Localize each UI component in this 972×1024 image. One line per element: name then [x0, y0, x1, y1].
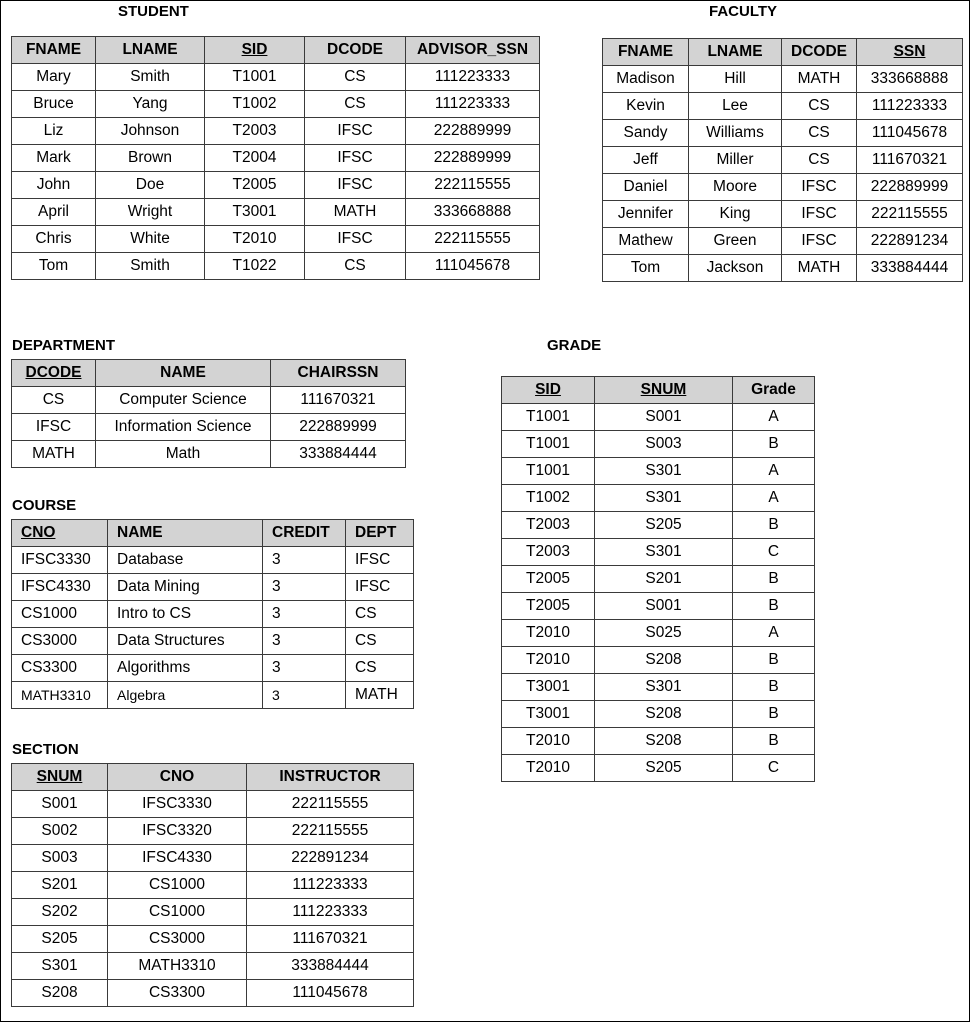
section-column-header	[247, 764, 414, 791]
course-table-row	[12, 574, 414, 601]
student-column-label: FNAME	[25, 41, 82, 58]
student-table-cell: White	[96, 226, 205, 253]
course-table-cell: CS	[346, 628, 414, 655]
grade-table-cell: B	[733, 728, 815, 755]
section-table-row	[12, 872, 414, 899]
grade-table-row	[502, 674, 815, 701]
student-table-cell: T1002	[205, 91, 305, 118]
grade-table-cell: S301	[595, 539, 733, 566]
student-column-label: DCODE	[327, 41, 383, 58]
student-table-cell: T2010	[205, 226, 305, 253]
department-table-cell: 333884444	[271, 441, 406, 468]
grade-table-row	[502, 755, 815, 782]
course-table-row	[12, 547, 414, 574]
grade-table-row	[502, 728, 815, 755]
course-table-cell: 3	[263, 655, 346, 682]
section-table-cell: S202	[12, 899, 108, 926]
department-table	[11, 359, 406, 468]
course-table-cell: 3	[263, 682, 346, 709]
student-column-header	[96, 37, 205, 64]
student-table-row	[12, 253, 540, 280]
course-table-cell: 3	[263, 628, 346, 655]
grade-table-cell: B	[733, 674, 815, 701]
faculty-table-row	[603, 147, 963, 174]
faculty-column-label: DCODE	[791, 43, 847, 60]
student-column-label: ADVISOR_SSN	[416, 41, 529, 58]
section-table-cell: CS3300	[108, 980, 247, 1007]
faculty-table-cell: 111223333	[857, 93, 963, 120]
faculty-column-header	[603, 39, 689, 66]
student-column-header	[12, 37, 96, 64]
student-table-cell: 111223333	[406, 91, 540, 118]
grade-table-cell: T1001	[502, 458, 595, 485]
faculty-table-cell: IFSC	[782, 228, 857, 255]
student-table-cell: Bruce	[12, 91, 96, 118]
section-table-cell: 111045678	[247, 980, 414, 1007]
department-table-row	[12, 387, 406, 414]
student-header-row	[12, 37, 540, 64]
grade-table-row	[502, 539, 815, 566]
course-table-cell: Data Structures	[108, 628, 263, 655]
student-table-cell: Mary	[12, 64, 96, 91]
department-table-row	[12, 441, 406, 468]
section-table-cell: CS3000	[108, 926, 247, 953]
faculty-column-label: FNAME	[617, 43, 674, 60]
department-column-header	[12, 360, 96, 387]
course-table-cell: CS	[346, 655, 414, 682]
course-column-label: CNO	[21, 524, 56, 541]
grade-table-cell: T3001	[502, 701, 595, 728]
faculty-table-cell: Madison	[603, 66, 689, 93]
faculty-table-cell: IFSC	[782, 201, 857, 228]
course-column-label: CREDIT	[272, 524, 330, 541]
course-title: COURSE	[12, 497, 77, 514]
course-header-row	[12, 520, 414, 547]
department-column-header	[271, 360, 406, 387]
section-table-cell: 111670321	[247, 926, 414, 953]
grade-table-cell: S208	[595, 701, 733, 728]
faculty-table-cell: 333668888	[857, 66, 963, 93]
grade-table-row	[502, 512, 815, 539]
faculty-column-label: SSN	[893, 43, 926, 60]
faculty-table-cell: 333884444	[857, 255, 963, 282]
section-table-cell: MATH3310	[108, 953, 247, 980]
course-column-header	[263, 520, 346, 547]
section-table-row	[12, 899, 414, 926]
department-table-cell: 222889999	[271, 414, 406, 441]
course-table-row	[12, 682, 414, 709]
grade-table-cell: T2010	[502, 647, 595, 674]
grade-table-cell: S205	[595, 755, 733, 782]
faculty-table-cell: 111045678	[857, 120, 963, 147]
faculty-table	[602, 38, 963, 282]
grade-table-row	[502, 458, 815, 485]
student-table-cell: Liz	[12, 118, 96, 145]
section-title: SECTION	[12, 741, 79, 758]
grade-table-cell: S003	[595, 431, 733, 458]
faculty-table-cell: Green	[689, 228, 782, 255]
student-table-row	[12, 91, 540, 118]
course-table-cell: CS3000	[12, 628, 108, 655]
grade-table-row	[502, 485, 815, 512]
course-table-row	[12, 655, 414, 682]
section-table	[11, 763, 414, 1007]
grade-column-header	[733, 377, 815, 404]
grade-table-cell: S201	[595, 566, 733, 593]
grade-table-cell: S301	[595, 458, 733, 485]
student-column-label: LNAME	[122, 41, 178, 58]
grade-header-row	[502, 377, 815, 404]
section-table-row	[12, 818, 414, 845]
course-table-cell: MATH	[346, 682, 414, 709]
section-table-row	[12, 791, 414, 818]
grade-table-cell: S208	[595, 728, 733, 755]
course-table-cell: Intro to CS	[108, 601, 263, 628]
faculty-table-cell: MATH	[782, 255, 857, 282]
grade-table-row	[502, 647, 815, 674]
section-table-cell: S001	[12, 791, 108, 818]
faculty-table-cell: 222889999	[857, 174, 963, 201]
course-table-cell: Data Mining	[108, 574, 263, 601]
student-table-cell: 111045678	[406, 253, 540, 280]
student-table	[11, 36, 540, 280]
student-table-cell: 333668888	[406, 199, 540, 226]
faculty-table-cell: Jackson	[689, 255, 782, 282]
course-table-cell: CS3300	[12, 655, 108, 682]
faculty-table-cell: Miller	[689, 147, 782, 174]
faculty-table-cell: CS	[782, 93, 857, 120]
department-table-cell: Computer Science	[96, 387, 271, 414]
student-table-cell: T3001	[205, 199, 305, 226]
grade-table-cell: A	[733, 620, 815, 647]
student-table-cell: CS	[305, 91, 406, 118]
section-column-label: SNUM	[36, 768, 83, 785]
section-table-cell: CS1000	[108, 872, 247, 899]
faculty-table-row	[603, 93, 963, 120]
student-table-cell: IFSC	[305, 118, 406, 145]
student-table-cell: MATH	[305, 199, 406, 226]
grade-table-cell: A	[733, 485, 815, 512]
grade-table-cell: T2010	[502, 620, 595, 647]
student-table-cell: Smith	[96, 253, 205, 280]
faculty-column-header	[782, 39, 857, 66]
student-table-row	[12, 145, 540, 172]
grade-table-cell: T2005	[502, 593, 595, 620]
section-table-cell: 111223333	[247, 872, 414, 899]
student-table-cell: 222115555	[406, 226, 540, 253]
student-column-header	[305, 37, 406, 64]
faculty-table-row	[603, 228, 963, 255]
section-table-cell: S301	[12, 953, 108, 980]
grade-table-cell: T1001	[502, 404, 595, 431]
course-table-cell: 3	[263, 574, 346, 601]
section-table-cell: S205	[12, 926, 108, 953]
course-table	[11, 519, 414, 709]
section-table-row	[12, 980, 414, 1007]
student-table-row	[12, 199, 540, 226]
grade-table-cell: S001	[595, 404, 733, 431]
faculty-table-row	[603, 201, 963, 228]
grade-table-row	[502, 566, 815, 593]
faculty-title: FACULTY	[709, 3, 778, 20]
student-table-row	[12, 226, 540, 253]
student-table-cell: 111223333	[406, 64, 540, 91]
faculty-table-cell: Daniel	[603, 174, 689, 201]
faculty-table-row	[603, 120, 963, 147]
grade-table-cell: B	[733, 512, 815, 539]
student-table-cell: 222115555	[406, 172, 540, 199]
course-column-label: NAME	[117, 524, 163, 541]
section-table-cell: S003	[12, 845, 108, 872]
course-table-cell: IFSC3330	[12, 547, 108, 574]
grade-table-cell: B	[733, 701, 815, 728]
department-table-cell: CS	[12, 387, 96, 414]
student-table-cell: 222889999	[406, 118, 540, 145]
department-table-row	[12, 414, 406, 441]
grade-column-header	[502, 377, 595, 404]
department-column-label: CHAIRSSN	[297, 364, 379, 381]
faculty-table-cell: 222891234	[857, 228, 963, 255]
grade-table-cell: B	[733, 647, 815, 674]
course-table-cell: Database	[108, 547, 263, 574]
course-table-cell: IFSC	[346, 547, 414, 574]
grade-column-label: SNUM	[640, 381, 687, 398]
student-table-cell: CS	[305, 253, 406, 280]
department-table-cell: IFSC	[12, 414, 96, 441]
student-table-cell: T2005	[205, 172, 305, 199]
student-column-header	[205, 37, 305, 64]
faculty-table-cell: IFSC	[782, 174, 857, 201]
section-column-header	[12, 764, 108, 791]
student-table-cell: John	[12, 172, 96, 199]
student-table-cell: Smith	[96, 64, 205, 91]
course-column-header	[346, 520, 414, 547]
section-table-cell: CS1000	[108, 899, 247, 926]
section-table-row	[12, 845, 414, 872]
department-table-cell: Information Science	[96, 414, 271, 441]
student-table-cell: 222889999	[406, 145, 540, 172]
section-table-cell: 333884444	[247, 953, 414, 980]
student-table-cell: T1001	[205, 64, 305, 91]
student-table-cell: T2003	[205, 118, 305, 145]
course-table-row	[12, 628, 414, 655]
section-table-cell: IFSC4330	[108, 845, 247, 872]
faculty-table-cell: CS	[782, 147, 857, 174]
grade-table-cell: A	[733, 458, 815, 485]
student-table-cell: Chris	[12, 226, 96, 253]
department-column-label: DCODE	[25, 364, 82, 381]
student-column-label: SID	[241, 41, 268, 58]
course-table-cell: CS1000	[12, 601, 108, 628]
faculty-column-header	[689, 39, 782, 66]
faculty-table-cell: Sandy	[603, 120, 689, 147]
section-table-cell: S208	[12, 980, 108, 1007]
grade-column-header	[595, 377, 733, 404]
grade-table-cell: T2010	[502, 728, 595, 755]
faculty-table-cell: Moore	[689, 174, 782, 201]
department-column-header	[96, 360, 271, 387]
student-table-cell: T2004	[205, 145, 305, 172]
grade-table-cell: B	[733, 566, 815, 593]
grade-table-cell: A	[733, 404, 815, 431]
section-table-cell: 222115555	[247, 791, 414, 818]
grade-table-cell: T2005	[502, 566, 595, 593]
grade-table-cell: B	[733, 593, 815, 620]
section-header-row	[12, 764, 414, 791]
faculty-table-row	[603, 174, 963, 201]
grade-title: GRADE	[547, 337, 602, 354]
department-title: DEPARTMENT	[12, 337, 116, 354]
student-column-header	[406, 37, 540, 64]
department-table-cell: MATH	[12, 441, 96, 468]
section-table-cell: 222115555	[247, 818, 414, 845]
student-table-cell: T1022	[205, 253, 305, 280]
student-table-cell: Doe	[96, 172, 205, 199]
grade-table-cell: S301	[595, 485, 733, 512]
student-table-cell: Yang	[96, 91, 205, 118]
faculty-column-label: LNAME	[707, 43, 763, 60]
faculty-table-cell: CS	[782, 120, 857, 147]
student-table-cell: Mark	[12, 145, 96, 172]
student-table-row	[12, 64, 540, 91]
faculty-table-cell: Jennifer	[603, 201, 689, 228]
grade-table-cell: T2010	[502, 755, 595, 782]
section-column-label: INSTRUCTOR	[279, 768, 381, 785]
department-header-row	[12, 360, 406, 387]
grade-table-row	[502, 431, 815, 458]
grade-table-cell: S301	[595, 674, 733, 701]
grade-table-cell: T1001	[502, 431, 595, 458]
course-table-cell: IFSC	[346, 574, 414, 601]
faculty-column-header	[857, 39, 963, 66]
faculty-table-cell: 111670321	[857, 147, 963, 174]
section-column-header	[108, 764, 247, 791]
grade-table-cell: T2003	[502, 512, 595, 539]
faculty-table-cell: Lee	[689, 93, 782, 120]
course-table-cell: CS	[346, 601, 414, 628]
grade-table-cell: S208	[595, 647, 733, 674]
faculty-table-cell: 222115555	[857, 201, 963, 228]
section-table-cell: IFSC3320	[108, 818, 247, 845]
grade-table-row	[502, 404, 815, 431]
faculty-table-cell: Kevin	[603, 93, 689, 120]
student-table-cell: IFSC	[305, 226, 406, 253]
grade-table-cell: T2003	[502, 539, 595, 566]
student-table-cell: Wright	[96, 199, 205, 226]
grade-table-row	[502, 620, 815, 647]
faculty-table-row	[603, 255, 963, 282]
grade-table-row	[502, 593, 815, 620]
grade-column-label: Grade	[751, 381, 796, 398]
course-column-label: DEPT	[355, 524, 397, 541]
student-table-cell: CS	[305, 64, 406, 91]
faculty-table-cell: Jeff	[603, 147, 689, 174]
student-table-row	[12, 118, 540, 145]
student-table-cell: Johnson	[96, 118, 205, 145]
course-table-cell: 3	[263, 601, 346, 628]
faculty-table-cell: Mathew	[603, 228, 689, 255]
course-table-row	[12, 601, 414, 628]
section-table-row	[12, 953, 414, 980]
faculty-table-cell: King	[689, 201, 782, 228]
faculty-header-row	[603, 39, 963, 66]
grade-table	[501, 376, 815, 782]
student-table-cell: April	[12, 199, 96, 226]
department-column-label: NAME	[160, 364, 206, 381]
section-table-cell: 111223333	[247, 899, 414, 926]
grade-table-cell: S205	[595, 512, 733, 539]
grade-table-cell: S025	[595, 620, 733, 647]
student-table-cell: IFSC	[305, 145, 406, 172]
grade-table-row	[502, 701, 815, 728]
department-table-cell: 111670321	[271, 387, 406, 414]
course-table-cell: Algebra	[108, 682, 263, 709]
student-table-row	[12, 172, 540, 199]
department-table-cell: Math	[96, 441, 271, 468]
student-title: STUDENT	[118, 3, 189, 20]
section-table-cell: IFSC3330	[108, 791, 247, 818]
faculty-table-cell: Tom	[603, 255, 689, 282]
faculty-table-cell: Williams	[689, 120, 782, 147]
section-table-cell: S201	[12, 872, 108, 899]
grade-table-cell: B	[733, 431, 815, 458]
student-table-cell: Brown	[96, 145, 205, 172]
course-table-cell: IFSC4330	[12, 574, 108, 601]
faculty-table-cell: MATH	[782, 66, 857, 93]
grade-table-cell: C	[733, 539, 815, 566]
grade-table-cell: T1002	[502, 485, 595, 512]
section-table-cell: S002	[12, 818, 108, 845]
course-table-cell: MATH3310	[12, 682, 108, 709]
student-table-cell: Tom	[12, 253, 96, 280]
faculty-table-row	[603, 66, 963, 93]
section-table-row	[12, 926, 414, 953]
student-table-cell: IFSC	[305, 172, 406, 199]
course-table-cell: 3	[263, 547, 346, 574]
grade-table-cell: T3001	[502, 674, 595, 701]
faculty-table-cell: Hill	[689, 66, 782, 93]
course-column-header	[12, 520, 108, 547]
course-column-header	[108, 520, 263, 547]
grade-column-label: SID	[535, 381, 561, 398]
section-table-cell: 222891234	[247, 845, 414, 872]
grade-table-cell: S001	[595, 593, 733, 620]
section-column-label: CNO	[159, 768, 195, 785]
grade-table-cell: C	[733, 755, 815, 782]
course-table-cell: Algorithms	[108, 655, 263, 682]
